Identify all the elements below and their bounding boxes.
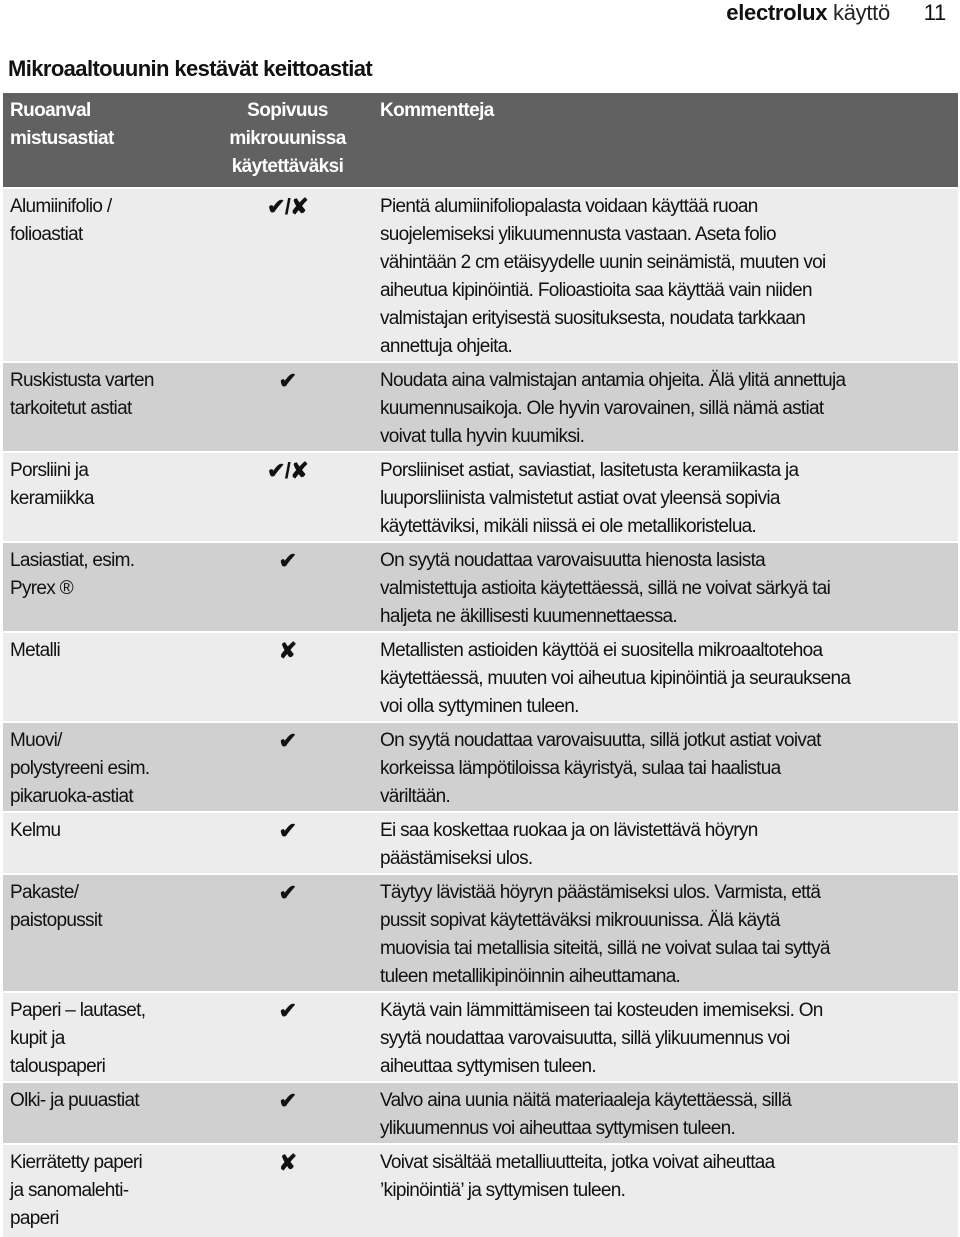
header-line: Kommentteja <box>380 100 494 121</box>
section-name: käyttö <box>833 0 890 25</box>
material-cell <box>3 542 205 632</box>
header-line: mikrouunissa <box>229 128 346 149</box>
table-row <box>3 188 958 362</box>
suitability-mark-icon: ✔ <box>278 548 297 573</box>
comment-line: tuleen metallikipinöinnin aiheuttamana. <box>380 966 681 987</box>
cookware-table <box>3 93 958 1237</box>
comment-line: annettuja ohjeita. <box>380 336 513 357</box>
material-line: Ruskistusta varten <box>10 370 154 391</box>
comment-line: Pientä alumiinifoliopalasta voidaan käyttää ruoan <box>380 196 758 217</box>
suitability-cell <box>205 812 370 874</box>
suitability-cell <box>205 542 370 632</box>
suitability-cell <box>205 992 370 1082</box>
comment-line: valmistettuja astioita käytettäessä, sillä ne voivat särkyä tai <box>380 578 831 599</box>
material-cell <box>3 812 205 874</box>
material-cell <box>3 632 205 722</box>
suitability-cell <box>205 452 370 542</box>
comment-line: aiheuttaa syttymisen tuleen. <box>380 1056 596 1077</box>
material-line: paperi <box>10 1208 59 1229</box>
suitability-mark-icon: ✘ <box>278 1150 297 1175</box>
table-row <box>3 874 958 992</box>
comment-line: ’kipinöintiä’ ja syttymisen tuleen. <box>380 1180 626 1201</box>
running-header <box>726 0 946 26</box>
column-header-comments <box>370 93 958 188</box>
material-line: Kelmu <box>10 820 61 841</box>
comment-cell <box>370 722 958 812</box>
material-line: kupit ja <box>10 1028 65 1049</box>
suitability-cell <box>205 722 370 812</box>
comment-line: Metallisten astioiden käyttöä ei suositella mikroaaltotehoa <box>380 640 823 661</box>
suitability-cell <box>205 874 370 992</box>
material-cell <box>3 452 205 542</box>
header-line: Ruoanval <box>10 100 91 121</box>
comment-line: Voivat sisältää metalliuutteita, jotka voivat aiheuttaa <box>380 1152 775 1173</box>
comment-line: korkeissa lämpötiloissa käyristyä, sulaa tai haalistua <box>380 758 781 779</box>
comment-cell <box>370 362 958 452</box>
comment-line: On syytä noudattaa varovaisuutta hienosta lasista <box>380 550 766 571</box>
comment-line: voivat tulla hyvin kuumiksi. <box>380 426 585 447</box>
table-row <box>3 992 958 1082</box>
comment-line: pussit sopivat käytettäväksi mikrouunissa. Älä käytä <box>380 910 780 931</box>
material-line: ja sanomalehti- <box>10 1180 129 1201</box>
comment-line: Porsliiniset astiat, saviastiat, lasitetusta keramiikasta ja <box>380 460 799 481</box>
comment-line: käytettäessä, muuten voi aiheutua kipinöintiä ja seurauksena <box>380 668 851 689</box>
material-line: Pyrex ® <box>10 578 73 599</box>
suitability-mark-icon: ✔ <box>278 880 297 905</box>
material-line: paistopussit <box>10 910 102 931</box>
page-title: Mikroaaltouunin kestävät keittoastiat <box>8 56 373 81</box>
material-line: talouspaperi <box>10 1056 106 1077</box>
comment-line: ylikuumennus voi aiheuttaa syttymisen tuleen. <box>380 1118 736 1139</box>
comment-cell <box>370 542 958 632</box>
comment-cell <box>370 188 958 362</box>
comment-line: On syytä noudattaa varovaisuutta, sillä jotkut astiat voivat <box>380 730 821 751</box>
comment-line: Ei saa koskettaa ruokaa ja on lävistettävä höyryn <box>380 820 758 841</box>
comment-cell <box>370 1082 958 1144</box>
material-cell <box>3 188 205 362</box>
material-line: Olki- ja puuastiat <box>10 1090 139 1111</box>
comment-line: Täytyy lävistää höyryn päästämiseksi ulos. Varmista, että <box>380 882 821 903</box>
table-row <box>3 542 958 632</box>
material-cell <box>3 362 205 452</box>
comment-line: Käytä vain lämmittämiseen tai kosteuden imemiseksi. On <box>380 1000 823 1021</box>
suitability-mark-icon: ✔/✘ <box>267 194 308 219</box>
comment-line: suojelemiseksi ylikuumennusta vastaan. Aseta folio <box>380 224 776 245</box>
comment-cell <box>370 632 958 722</box>
comment-line: aiheutua kipinöintiä. Folioastioita saa käyttää vain niiden <box>380 280 812 301</box>
material-line: Porsliini ja <box>10 460 89 481</box>
suitability-cell <box>205 188 370 362</box>
material-line: Kierrätetty paperi <box>10 1152 143 1173</box>
header-line: käytettäväksi <box>231 156 344 177</box>
table-row <box>3 632 958 722</box>
suitability-mark-icon: ✔ <box>278 818 297 843</box>
suitability-mark-icon: ✔ <box>278 998 297 1023</box>
material-line: Lasiastiat, esim. <box>10 550 135 571</box>
material-line: Paperi – lautaset, <box>10 1000 146 1021</box>
suitability-cell <box>205 362 370 452</box>
material-cell <box>3 722 205 812</box>
material-line: Pakaste/ <box>10 882 79 903</box>
comment-line: haljeta ne äkillisesti kuumennettaessa. <box>380 606 677 627</box>
material-cell <box>3 992 205 1082</box>
table-header-row <box>3 93 958 188</box>
material-line: Alumiinifolio / <box>10 196 112 217</box>
suitability-mark-icon: ✔/✘ <box>267 458 308 483</box>
brand-name: electrolux <box>726 0 828 25</box>
suitability-cell <box>205 1144 370 1237</box>
column-header-suitability <box>205 93 370 188</box>
table-row <box>3 722 958 812</box>
comment-line: Noudata aina valmistajan antamia ohjeita. Älä ylitä annettuja <box>380 370 846 391</box>
table-row <box>3 1144 958 1237</box>
comment-line: päästämiseksi ulos. <box>380 848 533 869</box>
comment-line: luuporsliinista valmistetut astiat ovat yleensä sopivia <box>380 488 780 509</box>
comment-line: Valvo aina uunia näitä materiaaleja käytettäessä, sillä <box>380 1090 792 1111</box>
table-row <box>3 812 958 874</box>
comment-cell <box>370 452 958 542</box>
table-row <box>3 1082 958 1144</box>
material-line: Muovi/ <box>10 730 62 751</box>
table-row <box>3 452 958 542</box>
comment-line: valmistajan erityisestä suosituksesta, noudata tarkkaan <box>380 308 806 329</box>
comment-line: kuumennusaikoja. Ole hyvin varovainen, sillä nämä astiat <box>380 398 824 419</box>
material-line: folioastiat <box>10 224 83 245</box>
page-number: 11 <box>923 0 946 25</box>
material-line: polystyreeni esim. <box>10 758 150 779</box>
material-cell <box>3 1144 205 1237</box>
material-line: tarkoitetut astiat <box>10 398 132 419</box>
material-cell <box>3 874 205 992</box>
comment-cell <box>370 1144 958 1237</box>
comment-line: syytä noudattaa varovaisuutta, sillä ylikuumennus voi <box>380 1028 790 1049</box>
comment-cell <box>370 874 958 992</box>
suitability-mark-icon: ✔ <box>278 1088 297 1113</box>
column-header-material <box>3 93 205 188</box>
comment-line: väriltään. <box>380 786 451 807</box>
header-line: Sopivuus <box>247 100 328 121</box>
table-row <box>3 362 958 452</box>
material-line: Metalli <box>10 640 61 661</box>
suitability-mark-icon: ✔ <box>278 368 297 393</box>
comment-cell <box>370 812 958 874</box>
material-line: pikaruoka-astiat <box>10 786 133 807</box>
comment-line: muovisia tai metallisia siteitä, sillä ne voivat sulaa tai syttyä <box>380 938 830 959</box>
material-cell <box>3 1082 205 1144</box>
comment-line: vähintään 2 cm etäisyydelle uunin seinämistä, muuten voi <box>380 252 826 273</box>
material-line: keramiikka <box>10 488 94 509</box>
comment-line: voi olla syttyminen tuleen. <box>380 696 579 717</box>
comment-cell <box>370 992 958 1082</box>
header-line: mistusastiat <box>10 128 114 149</box>
suitability-cell <box>205 632 370 722</box>
suitability-cell <box>205 1082 370 1144</box>
comment-line: käytettäviksi, mikäli niissä ei ole metallikoristelua. <box>380 516 757 537</box>
suitability-mark-icon: ✔ <box>278 728 297 753</box>
suitability-mark-icon: ✘ <box>278 638 297 663</box>
